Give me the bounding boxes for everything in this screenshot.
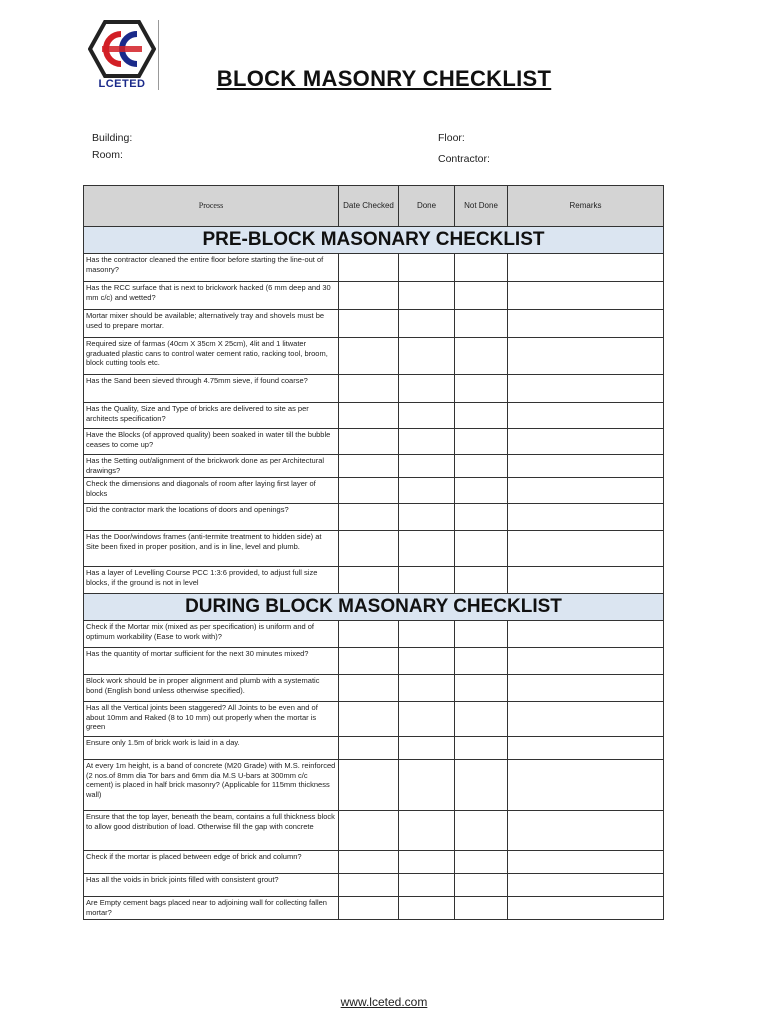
page-title: BLOCK MASONRY CHECKLIST — [216, 66, 552, 91]
floor-label: Floor: — [438, 132, 465, 144]
remarks-cell[interactable] — [508, 567, 664, 594]
remarks-cell[interactable] — [508, 737, 664, 760]
not-done-cell[interactable] — [455, 429, 508, 455]
table-row — [84, 737, 664, 760]
not-done-cell[interactable] — [455, 282, 508, 310]
process-cell: Has the Quality, Size and Type of bricks are delivered to site as per architects specification? — [84, 403, 339, 429]
date-checked-cell[interactable] — [339, 455, 399, 478]
remarks-cell[interactable] — [508, 403, 664, 429]
process-cell: At every 1m height, is a band of concrete (M20 Grade) with M.S. reinforced (2 nos.of 8mm dia Tor bars and 6mm dia M.S U-bars at 300mm c/c cement) is placed in half brick masonry? (Applicable for 115mm thickness wall) — [84, 760, 339, 811]
not-done-cell[interactable] — [455, 851, 508, 874]
done-cell[interactable] — [399, 621, 455, 648]
table-row — [84, 621, 664, 648]
process-cell: Has the Setting out/alignment of the brickwork done as per Architectural drawings? — [84, 455, 339, 478]
section-title: PRE-BLOCK MASONARY CHECKLIST — [84, 227, 664, 254]
remarks-cell[interactable] — [508, 702, 664, 737]
remarks-cell[interactable] — [508, 648, 664, 675]
process-cell: Has the contractor cleaned the entire floor before starting the line-out of masonry? — [84, 254, 339, 282]
date-checked-cell[interactable] — [339, 648, 399, 675]
process-cell: Have the Blocks (of approved quality) been soaked in water till the bubble ceases to come up? — [84, 429, 339, 455]
not-done-cell[interactable] — [455, 621, 508, 648]
process-cell: Block work should be in proper alignment and plumb with a systematic bond (English bond unless otherwise specified). — [84, 675, 339, 702]
done-cell[interactable] — [399, 737, 455, 760]
not-done-cell[interactable] — [455, 403, 508, 429]
process-cell: Check the dimensions and diagonals of room after laying first layer of blocks — [84, 478, 339, 504]
remarks-cell[interactable] — [508, 375, 664, 403]
remarks-cell[interactable] — [508, 897, 664, 920]
done-cell[interactable] — [399, 455, 455, 478]
table-row — [84, 429, 664, 455]
date-checked-cell[interactable] — [339, 760, 399, 811]
remarks-cell[interactable] — [508, 282, 664, 310]
process-cell: Did the contractor mark the locations of doors and openings? — [84, 504, 339, 531]
done-cell[interactable] — [399, 282, 455, 310]
done-cell[interactable] — [399, 811, 455, 851]
process-cell: Has the RCC surface that is next to brickwork hacked (6 mm deep and 30 mm c/c) and wetted? — [84, 282, 339, 310]
remarks-cell[interactable] — [508, 429, 664, 455]
date-checked-cell[interactable] — [339, 567, 399, 594]
table-row — [84, 282, 664, 310]
date-checked-cell[interactable] — [339, 403, 399, 429]
not-done-cell[interactable] — [455, 811, 508, 851]
table-row — [84, 760, 664, 811]
not-done-cell[interactable] — [455, 897, 508, 920]
page-title-wrap — [0, 66, 768, 92]
not-done-cell[interactable] — [455, 478, 508, 504]
table-row — [84, 851, 664, 874]
done-cell[interactable] — [399, 403, 455, 429]
date-checked-cell[interactable] — [339, 338, 399, 375]
done-cell[interactable] — [399, 478, 455, 504]
column-header-process: Process — [84, 186, 339, 227]
process-cell: Has the Sand been sieved through 4.75mm sieve, if found coarse? — [84, 375, 339, 403]
process-cell: Mortar mixer should be available; alternatively tray and shovels must be used to prepare mortar. — [84, 310, 339, 338]
section-row — [84, 227, 664, 254]
done-cell[interactable] — [399, 310, 455, 338]
date-checked-cell[interactable] — [339, 478, 399, 504]
not-done-cell[interactable] — [455, 567, 508, 594]
table-row — [84, 675, 664, 702]
checklist-body — [84, 227, 664, 920]
table-row — [84, 567, 664, 594]
not-done-cell[interactable] — [455, 648, 508, 675]
process-cell: Check if the mortar is placed between edge of brick and column? — [84, 851, 339, 874]
table-row — [84, 648, 664, 675]
remarks-cell[interactable] — [508, 254, 664, 282]
room-label: Room: — [92, 149, 123, 161]
remarks-cell[interactable] — [508, 478, 664, 504]
done-cell[interactable] — [399, 375, 455, 403]
table-row — [84, 310, 664, 338]
table-row — [84, 702, 664, 737]
table-row — [84, 478, 664, 504]
done-cell[interactable] — [399, 254, 455, 282]
not-done-cell[interactable] — [455, 675, 508, 702]
not-done-cell[interactable] — [455, 254, 508, 282]
remarks-cell[interactable] — [508, 675, 664, 702]
section-title: DURING BLOCK MASONARY CHECKLIST — [84, 594, 664, 621]
table-row — [84, 897, 664, 920]
column-header-date-checked: Date Checked — [339, 186, 399, 227]
contractor-label: Contractor: — [438, 153, 490, 165]
done-cell[interactable] — [399, 531, 455, 567]
table-row — [84, 455, 664, 478]
table-row — [84, 254, 664, 282]
not-done-cell[interactable] — [455, 338, 508, 375]
date-checked-cell[interactable] — [339, 702, 399, 737]
date-checked-cell[interactable] — [339, 254, 399, 282]
remarks-cell[interactable] — [508, 531, 664, 567]
done-cell[interactable] — [399, 675, 455, 702]
remarks-cell[interactable] — [508, 621, 664, 648]
table-header-row — [84, 186, 664, 227]
process-cell: Has the Door/windows frames (anti-termite treatment to hidden side) at Site been fixed in proper position, and is in line, level and plumb. — [84, 531, 339, 567]
logo-text: LCETED — [98, 78, 146, 90]
not-done-cell[interactable] — [455, 874, 508, 897]
not-done-cell[interactable] — [455, 760, 508, 811]
done-cell[interactable] — [399, 338, 455, 375]
building-label: Building: — [92, 132, 133, 144]
column-header-remarks: Remarks — [508, 186, 664, 227]
table-row — [84, 504, 664, 531]
not-done-cell[interactable] — [455, 531, 508, 567]
done-cell[interactable] — [399, 567, 455, 594]
table-row — [84, 403, 664, 429]
table-row — [84, 338, 664, 375]
remarks-cell[interactable] — [508, 310, 664, 338]
date-checked-cell[interactable] — [339, 851, 399, 874]
date-checked-cell[interactable] — [339, 897, 399, 920]
remarks-cell[interactable] — [508, 455, 664, 478]
not-done-cell[interactable] — [455, 737, 508, 760]
date-checked-cell[interactable] — [339, 429, 399, 455]
table-row — [84, 874, 664, 897]
process-cell: Has all the voids in brick joints filled with consistent grout? — [84, 874, 339, 897]
remarks-cell[interactable] — [508, 874, 664, 897]
remarks-cell[interactable] — [508, 811, 664, 851]
done-cell[interactable] — [399, 760, 455, 811]
date-checked-cell[interactable] — [339, 282, 399, 310]
date-checked-cell[interactable] — [339, 531, 399, 567]
remarks-cell[interactable] — [508, 851, 664, 874]
remarks-cell[interactable] — [508, 760, 664, 811]
date-checked-cell[interactable] — [339, 811, 399, 851]
remarks-cell[interactable] — [508, 504, 664, 531]
website-link[interactable]: www.lceted.com — [340, 995, 428, 1009]
done-cell[interactable] — [399, 874, 455, 897]
remarks-cell[interactable] — [508, 338, 664, 375]
process-cell: Has all the Vertical joints been staggered? All Joints to be even and of about 10mm and Raked (8 to 10 mm) out properly when the mortar is green — [84, 702, 339, 737]
process-cell: Ensure that the top layer, beneath the beam, contains a full thickness block to allow good distribution of load. Otherwise fill the gap with concrete — [84, 811, 339, 851]
date-checked-cell[interactable] — [339, 874, 399, 897]
date-checked-cell[interactable] — [339, 375, 399, 403]
table-row — [84, 531, 664, 567]
date-checked-cell[interactable] — [339, 504, 399, 531]
process-cell: Has the quantity of mortar sufficient for the next 30 minutes mixed? — [84, 648, 339, 675]
process-cell: Check if the Mortar mix (mixed as per specification) is uniform and of optimum workability (Ease to work with)? — [84, 621, 339, 648]
column-header-done: Done — [399, 186, 455, 227]
done-cell[interactable] — [399, 897, 455, 920]
done-cell[interactable] — [399, 429, 455, 455]
done-cell[interactable] — [399, 851, 455, 874]
not-done-cell[interactable] — [455, 504, 508, 531]
process-cell: Required size of farmas (40cm X 35cm X 25cm), 4lit and 1 litwater graduated plastic cans to control water cement ratio, racking tool, broom, block cutting tools etc. — [84, 338, 339, 375]
table-row — [84, 811, 664, 851]
process-cell: Has a layer of Levelling Course PCC 1:3:6 provided, to adjust full size blocks, if the ground is not in level — [84, 567, 339, 594]
section-row — [84, 594, 664, 621]
not-done-cell[interactable] — [455, 702, 508, 737]
date-checked-cell[interactable] — [339, 737, 399, 760]
not-done-cell[interactable] — [455, 375, 508, 403]
checklist-table — [83, 185, 664, 920]
not-done-cell[interactable] — [455, 310, 508, 338]
done-cell[interactable] — [399, 648, 455, 675]
column-header-not-done: Not Done — [455, 186, 508, 227]
date-checked-cell[interactable] — [339, 621, 399, 648]
date-checked-cell[interactable] — [339, 310, 399, 338]
footer — [0, 995, 768, 1009]
done-cell[interactable] — [399, 702, 455, 737]
done-cell[interactable] — [399, 504, 455, 531]
table-row — [84, 375, 664, 403]
date-checked-cell[interactable] — [339, 675, 399, 702]
process-cell: Ensure only 1.5m of brick work is laid in a day. — [84, 737, 339, 760]
not-done-cell[interactable] — [455, 455, 508, 478]
process-cell: Are Empty cement bags placed near to adjoining wall for collecting fallen mortar? — [84, 897, 339, 920]
